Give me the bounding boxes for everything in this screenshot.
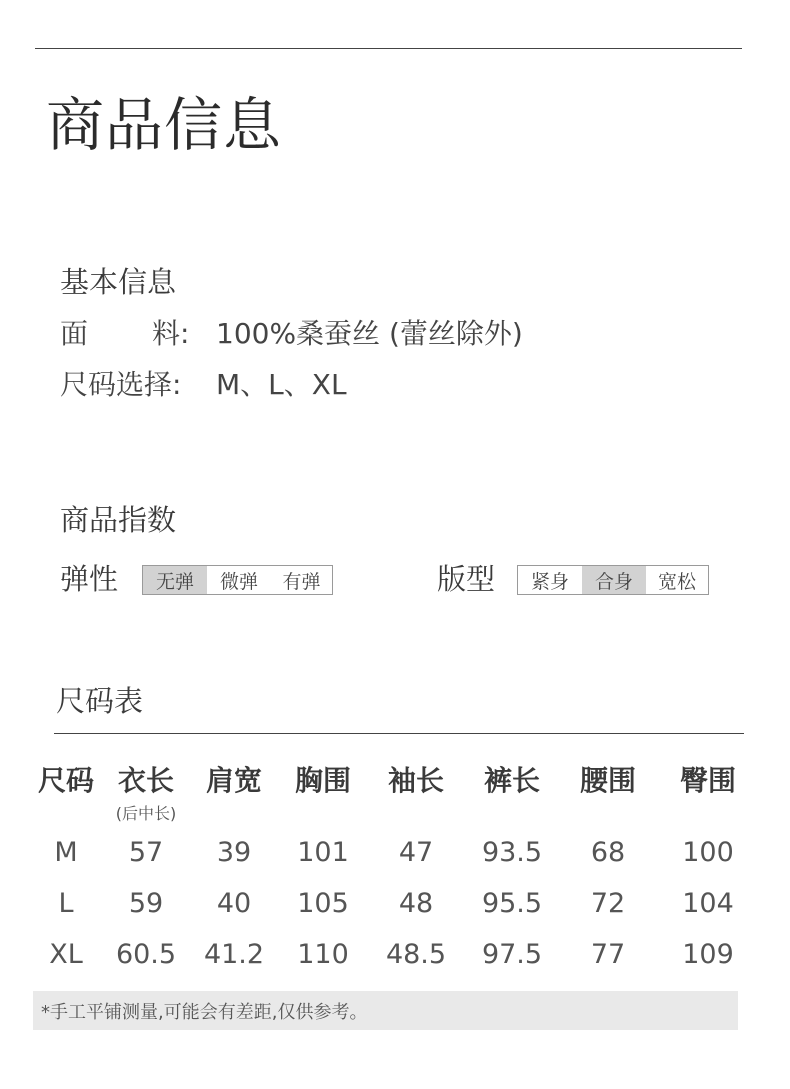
size-table-heading: 尺码表	[56, 684, 144, 718]
size-table-header	[30, 757, 760, 801]
elasticity-option-none: 无弹	[143, 566, 207, 594]
size-choice-value: M、L、XL	[216, 368, 347, 401]
table-cell: M	[54, 837, 78, 868]
col-length: 衣长	[117, 764, 174, 797]
material-value: 100%桑蚕丝 (蕾丝除外)	[216, 317, 523, 350]
size-choice-key: 尺码选择:	[60, 368, 182, 401]
table-cell: L	[58, 888, 74, 919]
table-cell: 57	[128, 837, 164, 868]
col-bust: 胸围	[294, 764, 351, 797]
page-title: 商品信息	[46, 91, 283, 159]
table-cell: 39	[216, 837, 252, 868]
table-cell: 101	[297, 837, 349, 868]
elasticity-option-slight: 微弹	[219, 570, 258, 593]
table-cell: 47	[398, 837, 434, 868]
table-cell: 41.2	[203, 939, 265, 970]
col-hip: 臀围	[679, 764, 736, 797]
table-cell: 48.5	[385, 939, 447, 970]
table-cell: 105	[297, 888, 349, 919]
table-cell: 40	[216, 888, 252, 919]
elasticity-scale	[142, 565, 333, 595]
table-cell: 100	[682, 837, 734, 868]
material-key-a: 面	[60, 317, 89, 350]
size-table-subnote-row	[30, 801, 760, 827]
size-choice-row	[60, 368, 660, 403]
length-subnote: (后中长)	[115, 804, 177, 823]
table-row	[30, 929, 760, 980]
table-cell: 77	[590, 939, 626, 970]
table-cell: 95.5	[481, 888, 543, 919]
table-row	[30, 878, 760, 929]
elasticity-option-stretch: 有弹	[282, 570, 321, 593]
table-cell: XL	[49, 939, 83, 970]
col-pants-length: 裤长	[483, 764, 540, 797]
col-size: 尺码	[37, 764, 94, 797]
elasticity-label: 弹性	[60, 562, 119, 596]
table-cell: 72	[590, 888, 626, 919]
table-cell: 109	[682, 939, 734, 970]
table-cell: 97.5	[481, 939, 543, 970]
col-waist: 腰围	[579, 764, 636, 797]
table-cell: 48	[398, 888, 434, 919]
material-key-b: 料:	[152, 317, 190, 350]
table-row	[30, 827, 760, 878]
col-sleeve: 袖长	[387, 764, 444, 797]
table-cell: 104	[682, 888, 734, 919]
table-cell: 60.5	[115, 939, 177, 970]
table-cell: 59	[128, 888, 164, 919]
fit-option-tight: 紧身	[530, 570, 569, 593]
table-cell: 110	[297, 939, 349, 970]
col-shoulder: 肩宽	[205, 764, 262, 797]
measurement-note: *手工平铺测量,可能会有差距,仅供参考。	[33, 991, 738, 1030]
fit-option-loose: 宽松	[657, 570, 696, 593]
fit-label: 版型	[437, 562, 496, 596]
size-table	[30, 757, 760, 980]
basic-info-heading: 基本信息	[60, 265, 177, 299]
table-cell: 93.5	[481, 837, 543, 868]
table-cell: 68	[590, 837, 626, 868]
product-index-heading: 商品指数	[60, 503, 177, 537]
top-rule	[35, 48, 742, 49]
fit-scale	[517, 565, 709, 595]
size-table-rule	[54, 733, 744, 734]
material-row	[60, 317, 660, 352]
fit-option-regular: 合身	[582, 566, 646, 594]
